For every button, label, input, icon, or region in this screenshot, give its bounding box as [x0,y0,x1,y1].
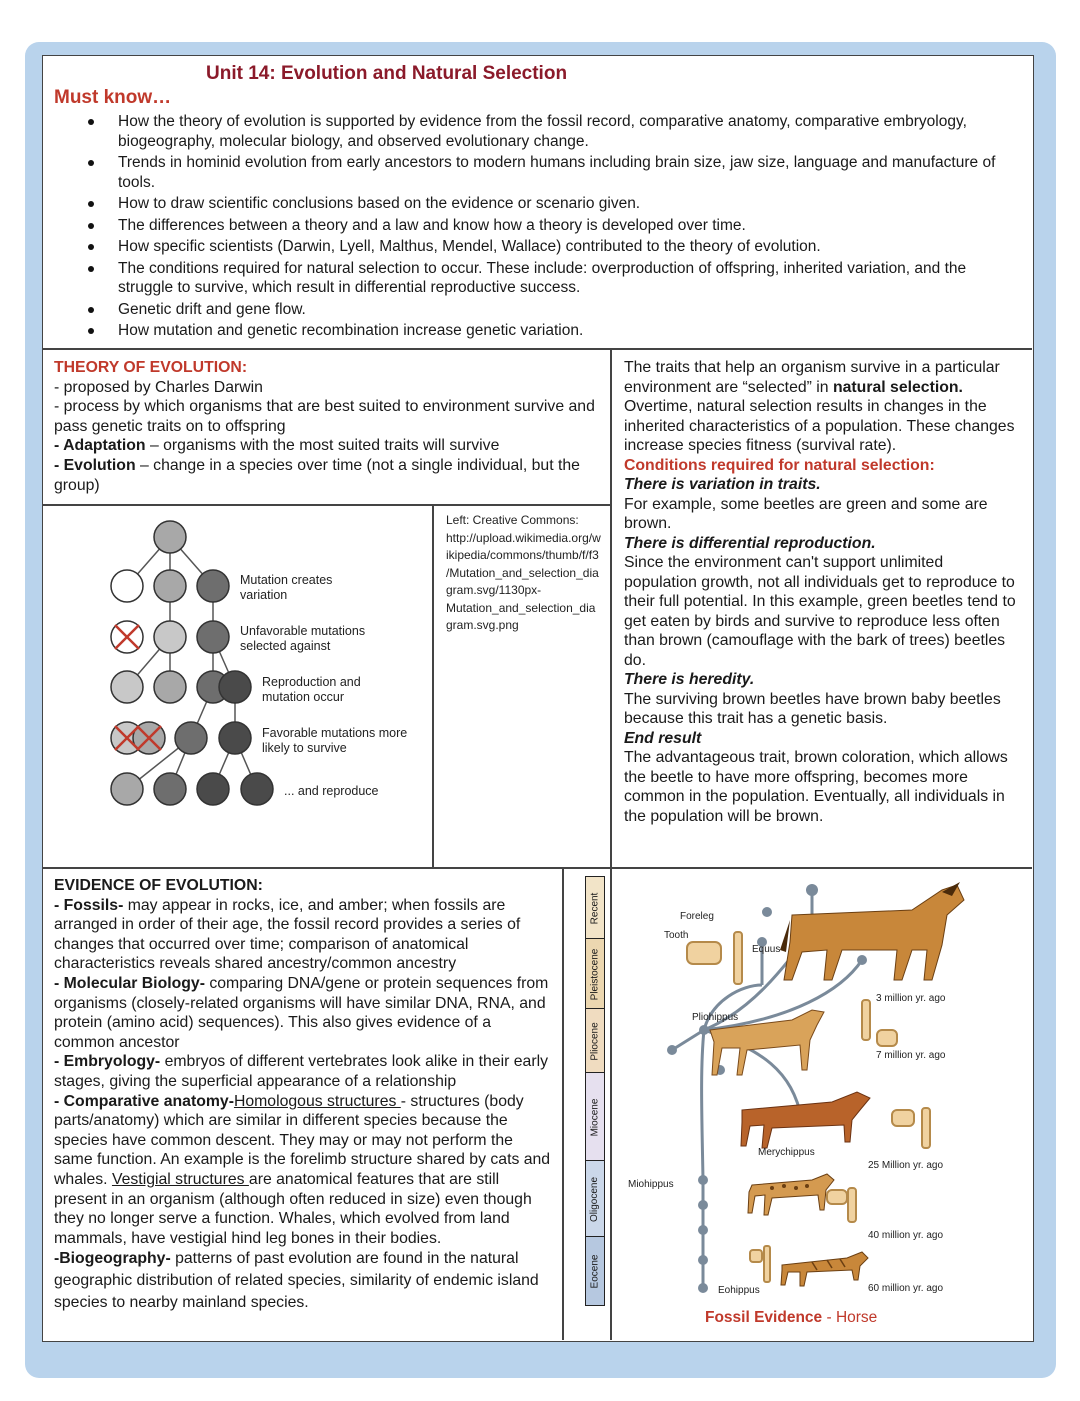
era-label: Eocene [589,1254,601,1288]
condition-heading: There is differential reproduction. [624,534,876,552]
era-oligocene [585,1160,605,1238]
label-reproduction: Reproduction and mutation occur [262,675,361,704]
list-item: The differences between a theory and a law and know how a theory is developed over time. [60,216,1010,236]
label-pliohippus: Pliohippus [692,1012,739,1023]
label-eohippus: Eohippus [718,1285,760,1296]
evidence-anatomy [54,1092,552,1249]
label-40-million: 40 million yr. ago [868,1230,944,1241]
term: - Embryology- [54,1053,161,1071]
conditions-heading: Conditions required for natural selection: [624,456,935,474]
definition: are anatomical features that are still present in an organism (although often reduced in size) even though they no longer serve a function. Whales, which evolved from land mammals, have vestigial hind leg bones in their bodies. [54,1170,532,1247]
evidence-heading: EVIDENCE OF EVOLUTION: [54,877,263,894]
label-miohippus: Miohippus [628,1179,674,1190]
definition: - structures (body parts/anatomy) which are similar in different species because the species have common descent. They may or may not perform the same function. An example is the forelimb structure shared by cats and whales. [54,1092,551,1188]
image-credit: Left: Creative Commons: http://upload.wikimedia.org/wikipedia/commons/thumb/f/f3/Mutation_and_selection_diagram.svg/1130px-Mutation_and_selection_diagram.svg.png [446,513,601,632]
equus-horse-figure [780,882,964,980]
list-item: How specific scientists (Darwin, Lyell, Malthus, Mendel, Wallace) contributed to the theory of evolution. [60,237,1010,257]
divider [432,504,434,868]
era-recent [585,876,605,940]
label-foreleg: Foreleg [680,911,714,922]
list-item: The conditions required for natural selection to occur. These include: overproduction of offspring, inherited variation, and the struggle to survive, which result in differential reproductive success. [60,259,1010,298]
divider [42,867,1032,869]
mutation-selection-diagram [100,515,290,815]
evidence-fossils [54,896,552,974]
era-label: Miocene [589,1098,601,1136]
miohippus-figure [748,1174,834,1215]
list-item: Trends in hominid evolution from early ancestors to modern humans including brain size, jaw size, language and manufacture of tools. [60,153,1010,192]
term: - Fossils- [54,896,124,914]
label-equus: Equus [752,944,781,955]
text: The traits that help an organism survive in a particular environment are “selected” in [624,359,1000,396]
era-eocene [585,1236,605,1306]
definition: may appear in rocks, ice, and amber; when fossils are arranged in order of their age, the fossil record provides a series of changes that occurred over time; comparison of anatomical characteristics reveals shared ancestry/common ancestry [54,896,521,973]
era-pleistocene [585,938,605,1010]
label-mutation-creates: Mutation creates variation [240,573,333,602]
era-pliocene [585,1008,605,1074]
term: natural selection. [832,378,963,396]
label-7-million: 7 million yr. ago [876,1050,946,1061]
definition: embryos of different vertebrates look alike in their early stages, giving the superficial appearance of a relationship [54,1053,548,1090]
divider [610,348,612,868]
end-result-text: The advantageous trait, brown coloration, which allows the beetle to have more offspring, becomes more common in the population. Eventually, all individuals in the population will be brown. [624,749,1008,825]
divider [42,504,610,506]
theory-line: - proposed by Charles Darwin [54,378,263,396]
evidence-embryology [54,1052,552,1091]
era-label: Recent [589,892,601,924]
end-result-heading: End result [624,729,702,747]
caption-text: - Horse [822,1309,878,1326]
term: - Molecular Biology- [54,974,205,992]
theory-section [54,358,602,495]
natural-selection-section [624,358,1020,826]
adaptation-definition [54,436,602,456]
label-unfavorable: Unfavorable mutations selected against [240,624,366,653]
era-miocene [585,1072,605,1162]
label-3-million: 3 million yr. ago [876,993,946,1004]
condition-text: The surviving brown beetles have brown baby beetles because this trait has a genetic basis. [624,690,1001,727]
horse-caption [705,1309,877,1327]
divider [42,348,1032,350]
era-label: Pliocene [589,1021,601,1061]
natural-selection-intro [624,358,1020,456]
definition: – organisms with the most suited traits will survive [145,437,500,455]
term: - Evolution [54,456,136,474]
evidence-biogeography [54,1248,552,1314]
caption-term: Fossil Evidence [705,1309,823,1326]
evolution-definition [54,456,602,495]
term: - Adaptation [54,437,146,455]
divider [562,867,564,1340]
label-and-reproduce: ... and reproduce [284,784,379,798]
term: -Biogeography- [54,1250,171,1268]
era-label: Oligocene [589,1176,601,1222]
condition-text: For example, some beetles are green and some are brown. [624,495,988,532]
theory-heading: THEORY OF EVOLUTION: [54,359,248,376]
page-title: Unit 14: Evolution and Natural Selection [206,63,568,84]
condition-heading: There is heredity. [624,671,755,688]
must-know-heading: Must know… [54,87,172,108]
merychippus-figure [741,1092,870,1148]
homologous-term: Homologous structures [233,1092,401,1110]
theory-line: - process by which organisms that are best suited to environment survive and pass genetic traits on to offspring [54,398,595,435]
label-merychippus: Merychippus [758,1147,815,1158]
text: Overtime, natural selection results in changes in the inherited characteristics of a population. These changes increase species fitness (survival rate). [624,398,1015,454]
eohippus-figure [781,1252,868,1286]
vestigial-term: Vestigial structures [111,1170,249,1188]
condition-heading: There is variation in traits. [624,476,821,493]
list-item: Genetic drift and gene flow. [60,300,1010,320]
evidence-section [54,876,552,1314]
list-item: How the theory of evolution is supported by evidence from the fossil record, comparative anatomy, comparative embryology, biogeography, molecular biology, and observed evolutionary change. [60,112,1010,151]
era-label: Pleistocene [589,948,601,1000]
list-item: How mutation and genetic recombination increase genetic variation. [60,321,1010,341]
label-60-million: 60 million yr. ago [868,1283,944,1294]
label-tooth: Tooth [664,930,689,941]
label-favorable: Favorable mutations more likely to survive [262,726,408,755]
definition: patterns of past evolution are found in the natural geographic distribution of related species, similarity of endemic island species to nearby mainland species. [54,1250,539,1312]
label-25-million: 25 Million yr. ago [868,1160,944,1171]
definition: comparing DNA/gene or protein sequences from organisms (closely-related organisms will have similar DNA, RNA, and protein (amino acid) sequences). This also gives evidence of a common ancestor [54,974,549,1051]
list-item: How to draw scientific conclusions based on the evidence or scenario given. [60,194,1010,214]
must-know-list [60,112,1010,343]
definition: – change in a species over time (not a single individual, but the group) [54,456,580,494]
condition-text: Since the environment can't support unlimited population growth, not all individuals get to reproduce to their full potential. In this example, green beetles tend to get eaten by birds and survive to reproduce less often than brown (camouflage with the bark of trees) beetles do. [624,554,1016,669]
term: - Comparative anatomy- [54,1092,234,1110]
evidence-molecular [54,974,552,1052]
